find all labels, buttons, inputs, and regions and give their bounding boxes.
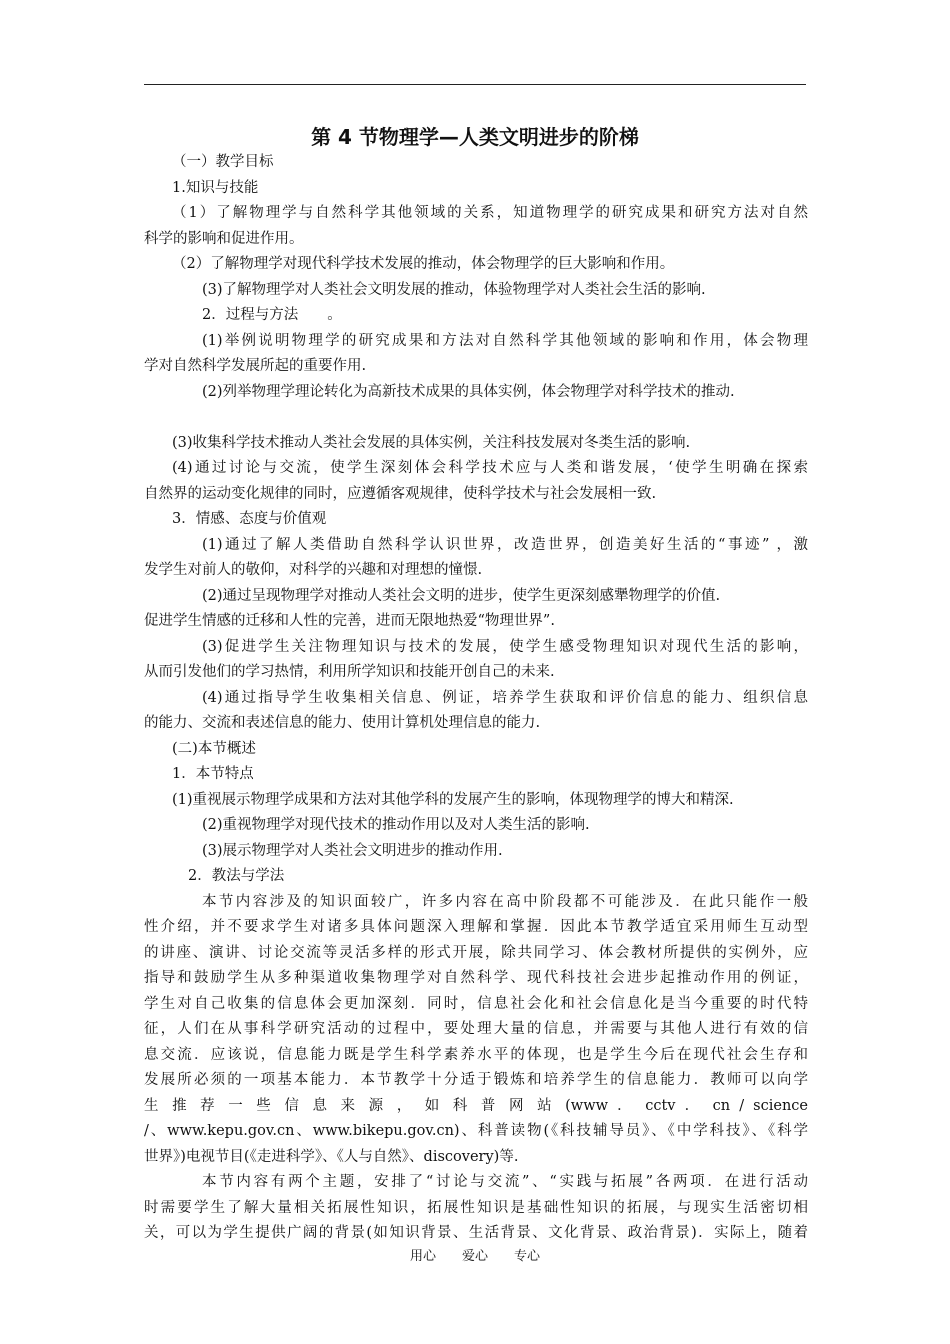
text-line: (1)举例说明物理学的研究成果和方法对自然科学其他领域的影响和作用，体会物理 bbox=[202, 332, 808, 349]
text-line: (3)了解物理学对人类社会文明发展的推动，体验物理学对人类社会生活的影响. bbox=[202, 281, 706, 298]
text-line: (2)列举物理学理论转化为高新技术成果的具体实例，体会物理学对科学技术的推动. bbox=[202, 383, 735, 400]
page-title: 第 4 节物理学—人类文明进步的阶梯 bbox=[311, 125, 639, 149]
text-line: 关，可以为学生提供广阔的背景(如知识背景、生活背景、文化背景、政治背景)．实际上，随着 bbox=[144, 1225, 808, 1241]
text-line: 发展所必须的一项基本能力．本节教学十分适于锻炼和培养学生的信息能力．教师可以向学 bbox=[144, 1072, 808, 1088]
text-line: 学生对自己收集的信息体会更加深刻．同时，信息社会化和社会信息化是当今重要的时代特 bbox=[144, 995, 808, 1012]
page-footer: 用心 爱心 专心 bbox=[409, 1249, 540, 1264]
text-line: （2）了解物理学对现代科学技术发展的推动，体会物理学的巨大影响和作用。 bbox=[172, 256, 675, 272]
text-line: 3．情感、态度与价值观 bbox=[172, 511, 327, 527]
document-body bbox=[144, 150, 808, 1247]
text-line: 1.知识与技能 bbox=[172, 179, 259, 196]
header-rule bbox=[144, 84, 806, 85]
text-line: （一）教学目标 bbox=[172, 154, 274, 170]
text-line: 指导和鼓励学生从多种渠道收集物理学对自然科学、现代科技社会进步起推动作用的例证， bbox=[144, 970, 808, 986]
text-line: 发学生对前人的敬仰，对科学的兴趣和对理想的憧憬. bbox=[144, 562, 483, 578]
text-line: (3)展示物理学对人类社会文明进步的推动作用. bbox=[202, 842, 503, 859]
text-line: (1)重视展示物理学成果和方法对其他学科的发展产生的影响，体现物理学的博大和精深. bbox=[172, 791, 734, 808]
text-line: 本节内容有两个主题，安排了“讨论与交流”、“实践与拓展”各两项．在进行活动 bbox=[202, 1174, 808, 1190]
text-line: (1)通过了解人类借助自然科学认识世界，改造世界，创造美好生活的“事迹” ，激 bbox=[202, 536, 808, 553]
text-line: 2．教法与学法 bbox=[188, 868, 285, 884]
text-line: 2．过程与方法 。 bbox=[202, 307, 342, 323]
text-line: 征，人们在从事科学研究活动的过程中，要处理大量的信息，并需要与其他人进行有效的信 bbox=[144, 1021, 808, 1037]
text-line: 性介绍，并不要求学生对诸多具体问题深入理解和掌握．因此本节教学适宜采用师生互动型 bbox=[144, 919, 808, 935]
text-line: (4)通过讨论与交流，使学生深刻体会科学技术应与人类和谐发展，‘使学生明确在探索 bbox=[172, 460, 808, 476]
text-line: 促进学生情感的迁移和人性的完善，进而无限地热爱“物理世界”. bbox=[144, 613, 555, 629]
text-line: (4)通过指导学生收集相关信息、例证，培养学生获取和评价信息的能力、组织信息 bbox=[202, 689, 808, 706]
text-line: 的讲座、演讲、讨论交流等灵活多样的形式开展，除共同学习、体会教材所提供的实例外，应 bbox=[144, 944, 808, 961]
text-line: /、www.kepu.gov.cn、www.bikepu.gov.cn)、科普读物(《科技辅导员》、《中学科技》、《科学 bbox=[144, 1123, 808, 1139]
text-line: (2)通过呈现物理学对推动人类社会文明的进步，使学生更深刻感犟物理学的价值. bbox=[202, 587, 721, 604]
text-line: 本节内容涉及的知识面较广，许多内容在高中阶段都不可能涉及．在此只能作一般 bbox=[202, 893, 808, 910]
text-line: 从而引发他们的学习热情，利用所学知识和技能开创自己的未来. bbox=[144, 664, 555, 680]
text-line: 科学的影响和促进作用。 bbox=[144, 230, 304, 247]
text-line: 时需要学生了解大量相关拓展性知识，拓展性知识是基础性知识的拓展，与现实生活密切相 bbox=[144, 1199, 808, 1216]
text-line: (3)促进学生关注物理知识与技术的发展，使学生感受物理知识对现代生活的影响， bbox=[202, 638, 808, 655]
text-line: (二)本节概述 bbox=[172, 740, 256, 757]
text-line: 的能力、交流和表述信息的能力、使用计算机处理信息的能力. bbox=[144, 715, 541, 731]
text-line: 1．本节特点 bbox=[172, 766, 254, 782]
text-line: (2)重视物理学对现代技术的推动作用以及对人类生活的影响. bbox=[202, 817, 590, 833]
text-line: (3)收集科学技术推动人类社会发展的具体实例，关注科技发展对冬类生活的影响. bbox=[172, 434, 691, 451]
text-line: 息交流．应该说，信息能力既是学生科学素养水平的体现，也是学生今后在现代社会生存和 bbox=[144, 1046, 808, 1063]
text-line: 生 推 荐 一 些 信 息 来 源 ， 如 科 普 网 站 (www ． cctv ． cn / science bbox=[144, 1097, 808, 1114]
text-line: 学对自然科学发展所起的重要作用. bbox=[144, 358, 367, 374]
text-line: 自然界的运动变化规律的同时，应遵循客观规律，使科学技术与社会发展相一致. bbox=[144, 485, 657, 502]
text-line: （1）了解物理学与自然科学其他领域的关系，知道物理学的研究成果和研究方法对自然 bbox=[172, 205, 808, 221]
blank-line bbox=[144, 405, 808, 431]
text-line: 世界》)电视节目(《走进科学》、《人与自然》、discovery)等. bbox=[144, 1148, 519, 1165]
